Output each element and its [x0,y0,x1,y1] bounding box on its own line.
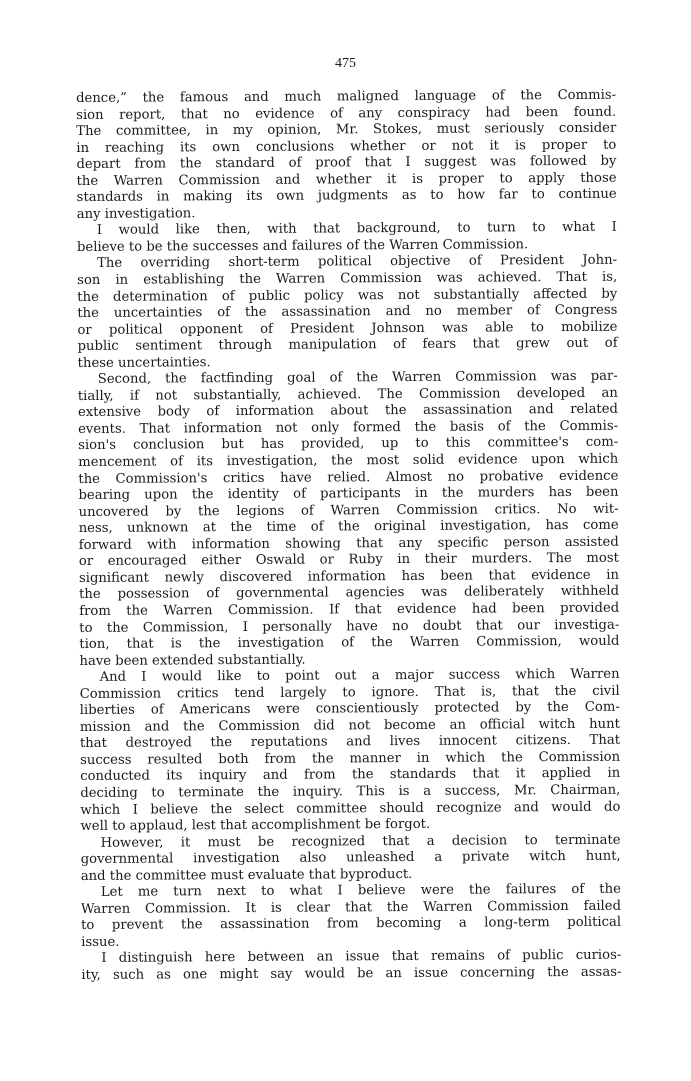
text-line: or political opponent of President Johnson was able to mobilize [77,319,618,338]
text-line: that destroyed the reputations and lives innocent citizens. That [79,733,621,752]
text-line: which I believe the select committee should recognize and would do [80,799,621,818]
text-line: However, it must be recognized that a decision to terminate [100,832,621,851]
text-line: bearing upon the identity of participants in the murders has been [78,484,619,504]
text-line: dence,” the famous and much maligned language of the Commis- [76,87,617,106]
text-line: mission and the Commission did not become an official witch hunt [79,716,620,735]
text-line: to the Commission, I personally have no doubt that our investiga- [79,617,620,636]
text-line: deciding to terminate the inquiry. This is a success, Mr. Chairman, [80,782,621,801]
text-line: from the Warren Commission. If that evidence had been provided [79,600,620,619]
text-line: depart from the standard of proof that I suggest was followed by [76,153,617,173]
text-line: And I would like to point out a major success which Warren [99,666,620,686]
text-line: any investigation. [76,206,196,222]
text-line: forward with information showing that any specific person assisted [78,534,619,553]
text-line: liberties of Americans were conscientiously protected by the Com- [79,699,620,719]
body-text [76,88,621,985]
text-line: Let me turn next to what I believe were the failures of the [100,881,621,901]
text-line: Warren Commission. It is clear that the Warren Commission failed [80,898,622,917]
paragraph [78,369,620,670]
text-line: sion report, that no evidence of any conspiracy had been found. [76,104,617,123]
text-line: Second, the factfinding goal of the Warren Commission was par- [97,368,618,388]
text-line: I distinguish here between an issue that remains of public curios- [101,948,622,967]
paragraph [77,253,618,372]
text-line: or encouraged either Oswald or Ruby in their murders. The most [78,551,619,570]
text-line: the Warren Commission and whether it is proper to apply those [76,170,617,189]
paragraph [81,832,621,885]
text-line: the determination of public policy was not substantially affected by [77,286,618,305]
text-line: these uncertainties. [77,354,211,371]
text-line: The committee, in my opinion, Mr. Stokes, must seriously consider [76,120,617,140]
text-line: success resulted both from the manner in which the Commission [80,749,621,768]
paragraph [80,667,621,836]
text-line: mencement of its investigation, the most solid evidence upon which [78,451,619,471]
text-line: ity, such as one might say would be an issue concerning the assas- [81,964,622,983]
text-line: in reaching its own conclusions whether or not it is proper to [76,137,617,156]
text-line: governmental investigation also unleashed a private witch hunt, [80,848,621,868]
text-line: the Commission's critics have relied. Almost no probative evidence [78,468,619,487]
text-line: tion, that is the investigation of the Warren Commission, would [79,633,620,653]
text-line: believe to be the successes and failures of the Warren Commission. [76,237,529,255]
page-number: 475 [335,56,356,71]
text-line: extensive body of information about the assassination and related [77,402,619,421]
text-line: son in establishing the Warren Commission was achieved. That is, [77,269,618,289]
text-line: issue. [81,934,120,950]
text-line: tially, if not substantially, achieved. The Commission developed an [77,385,618,404]
text-line: I would like then, with that background, to turn to what I [96,220,617,239]
text-line: ness, unknown at the time of the original investigation, has come [78,517,619,537]
text-line: events. That information not only formed the basis of the Commis- [78,418,619,437]
text-line: to prevent the assassination from becoming a long-term political [81,915,622,934]
text-line: significant newly discovered information has been that evidence in [78,567,620,586]
text-line: The overriding short-term political objective of President John- [97,253,618,272]
text-line: conducted its inquiry and from the standards that it applied in [80,766,621,785]
text-line: sion's conclusion but has provided, up to this committee's com- [78,435,619,454]
paragraph [81,948,621,984]
paragraph [81,882,621,951]
text-line: uncovered by the legions of Warren Commission critics. No wit- [78,501,619,520]
text-line: public sentiment through manipulation of fears that grew out of [77,335,618,355]
text-line: and the committee must evaluate that byproduct. [80,866,413,884]
text-line: the possession of governmental agencies was deliberately withheld [79,584,620,603]
text-line: standards in making its own judgments as to how far to continue [76,186,617,206]
paragraph [76,88,617,224]
paragraph [77,220,617,256]
text-line: well to applaud, lest that accomplishment be forgot. [80,816,431,835]
text-line: Commission critics tend largely to ignore. That is, that the civil [79,683,620,702]
text-line: the uncertainties of the assassination and no member of Congress [77,302,618,322]
text-line: have been extended substantially. [79,652,306,669]
